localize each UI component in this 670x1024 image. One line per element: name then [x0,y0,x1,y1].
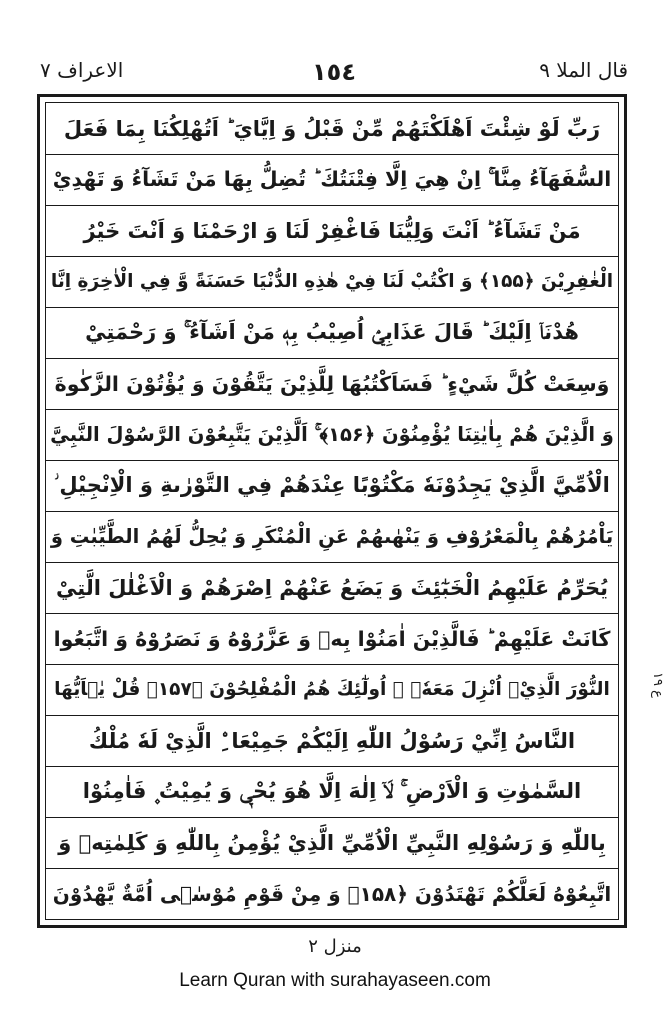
text-line: الْاُمِّيَّ الَّذِيْ يَجِدُوْنَهٗ مَكْتُوْبًا عِنْدَهُمْ فِي التَّوْرٰىةِ وَ الْاِنْجِيْلِ ؗ [54,473,610,497]
text-line: يَاْمُرُهُمْ بِالْمَعْرُوْفِ وَ يَنْهٰىهُمْ عَنِ الْمُنْكَرِ وَ يُحِلُّ لَهُمُ الطَّيِّبٰتِ وَ [50,525,614,548]
text-line: اتَّبِعُوْهُ لَعَلَّكُمْ تَهْتَدُوْنَ ﴿۱۵۸﴾ وَ مِنْ قَوْمِ مُوْسٰۤى اُمَّةٌ يَّهْدُوْنَ [52,881,612,906]
footer-credit: Learn Quran with surahayaseen.com [179,970,491,991]
text-frame-inner [45,102,619,920]
text-line: يُحَرِّمُ عَلَيْهِمُ الْخَبٰٓئِثَ وَ يَضَعُ عَنْهُمْ اِصْرَهُمْ وَ الْاَغْلٰلَ الَّتِيْ [56,575,608,600]
manzil-label: منزل ٢ [308,936,362,957]
text-line: وَ الَّذِيْنَ هُمْ بِاٰيٰتِنَا يُؤْمِنُوْنَ ﴿۱۵۶﴾ ۚ اَلَّذِيْنَ يَتَّبِعُوْنَ الرَّسُوْلَ النَّبِيَّ [50,423,614,446]
text-line: هُدْنَاۤ اِلَيْكَ ؕ قَالَ عَذَابِيْۤ اُصِيْبُ بِهٖ مَنْ اَشَآءُ ۚ وَ رَحْمَتِيْ [85,320,579,344]
text-line: وَسِعَتْ كُلَّ شَيْءٍ ؕ فَسَاَكْتُبُهَا لِلَّذِيْنَ يَتَّقُوْنَ وَ يُؤْتُوْنَ الزَّكٰوةَ [54,371,610,396]
text-line: السُّفَهَآءُ مِنَّا ۚ اِنْ هِيَ اِلَّا فِتْنَتُكَ ؕ تُضِلُّ بِهَا مَنْ تَشَآءُ وَ تَهْدِيْ [52,167,612,191]
text-line: كَانَتْ عَلَيْهِمْ ؕ فَالَّذِيْنَ اٰمَنُوْا بِهٖ وَ عَزَّرُوْهُ وَ نَصَرُوْهُ وَ اتَّبَعُوا [53,626,611,651]
text-line: النُّوْرَ الَّذِيْۤ اُنْزِلَ مَعَهٗۤ ۙ اُولٰٓئِكَ هُمُ الْمُفْلِحُوْنَ ﴿۱۵۷﴾ قُلْ يٰۤاَيُّهَا [54,679,610,700]
juz-title: قال الملا ٩ [539,58,628,82]
text-frame [37,94,627,928]
text-line: رَبِّ لَوْ شِئْتَ اَهْلَكْتَهُمْ مِّنْ قَبْلُ وَ اِيَّايَ ؕ اَتُهْلِكُنَا بِمَا فَعَلَ [63,116,601,141]
text-line: بِاللّٰهِ وَ رَسُوْلِهِ النَّبِيِّ الْاُمِّيِّ الَّذِيْ يُؤْمِنُ بِاللّٰهِ وَ كَلِمٰتِهٖ وَ [58,830,606,855]
text-line: النَّاسُ اِنِّيْ رَسُوْلُ اللّٰهِ اِلَيْكُمْ جَمِيْعَا ِۨ الَّذِيْ لَهٗ مُلْكُ [88,728,576,753]
page-header [40,58,628,94]
text-line: السَّمٰوٰتِ وَ الْاَرْضِ ۚ لَاۤ اِلٰهَ اِلَّا هُوَ يُحْيٖ وَ يُمِيْتُ ۪ فَاٰمِنُوْا [82,779,582,803]
text-line: مَنْ تَشَآءُ ؕ اَنْتَ وَلِيُّنَا فَاغْفِرْ لَنَا وَ ارْحَمْنَا وَ اَنْتَ خَيْرُ [83,218,581,243]
ruku-marker: ع ١٩ [650,672,665,698]
text-line: الْغٰفِرِيْنَ ﴿۱۵۵﴾ وَ اكْتُبْ لَنَا فِيْ هٰذِهِ الدُّنْيَا حَسَنَةً وَّ فِي الْاٰخِرَةِ اِنَّا [50,271,614,292]
surah-title: الاعراف ٧ [40,58,124,82]
page-number: ١٥٤ [312,58,356,86]
ayah-lines [46,103,618,919]
